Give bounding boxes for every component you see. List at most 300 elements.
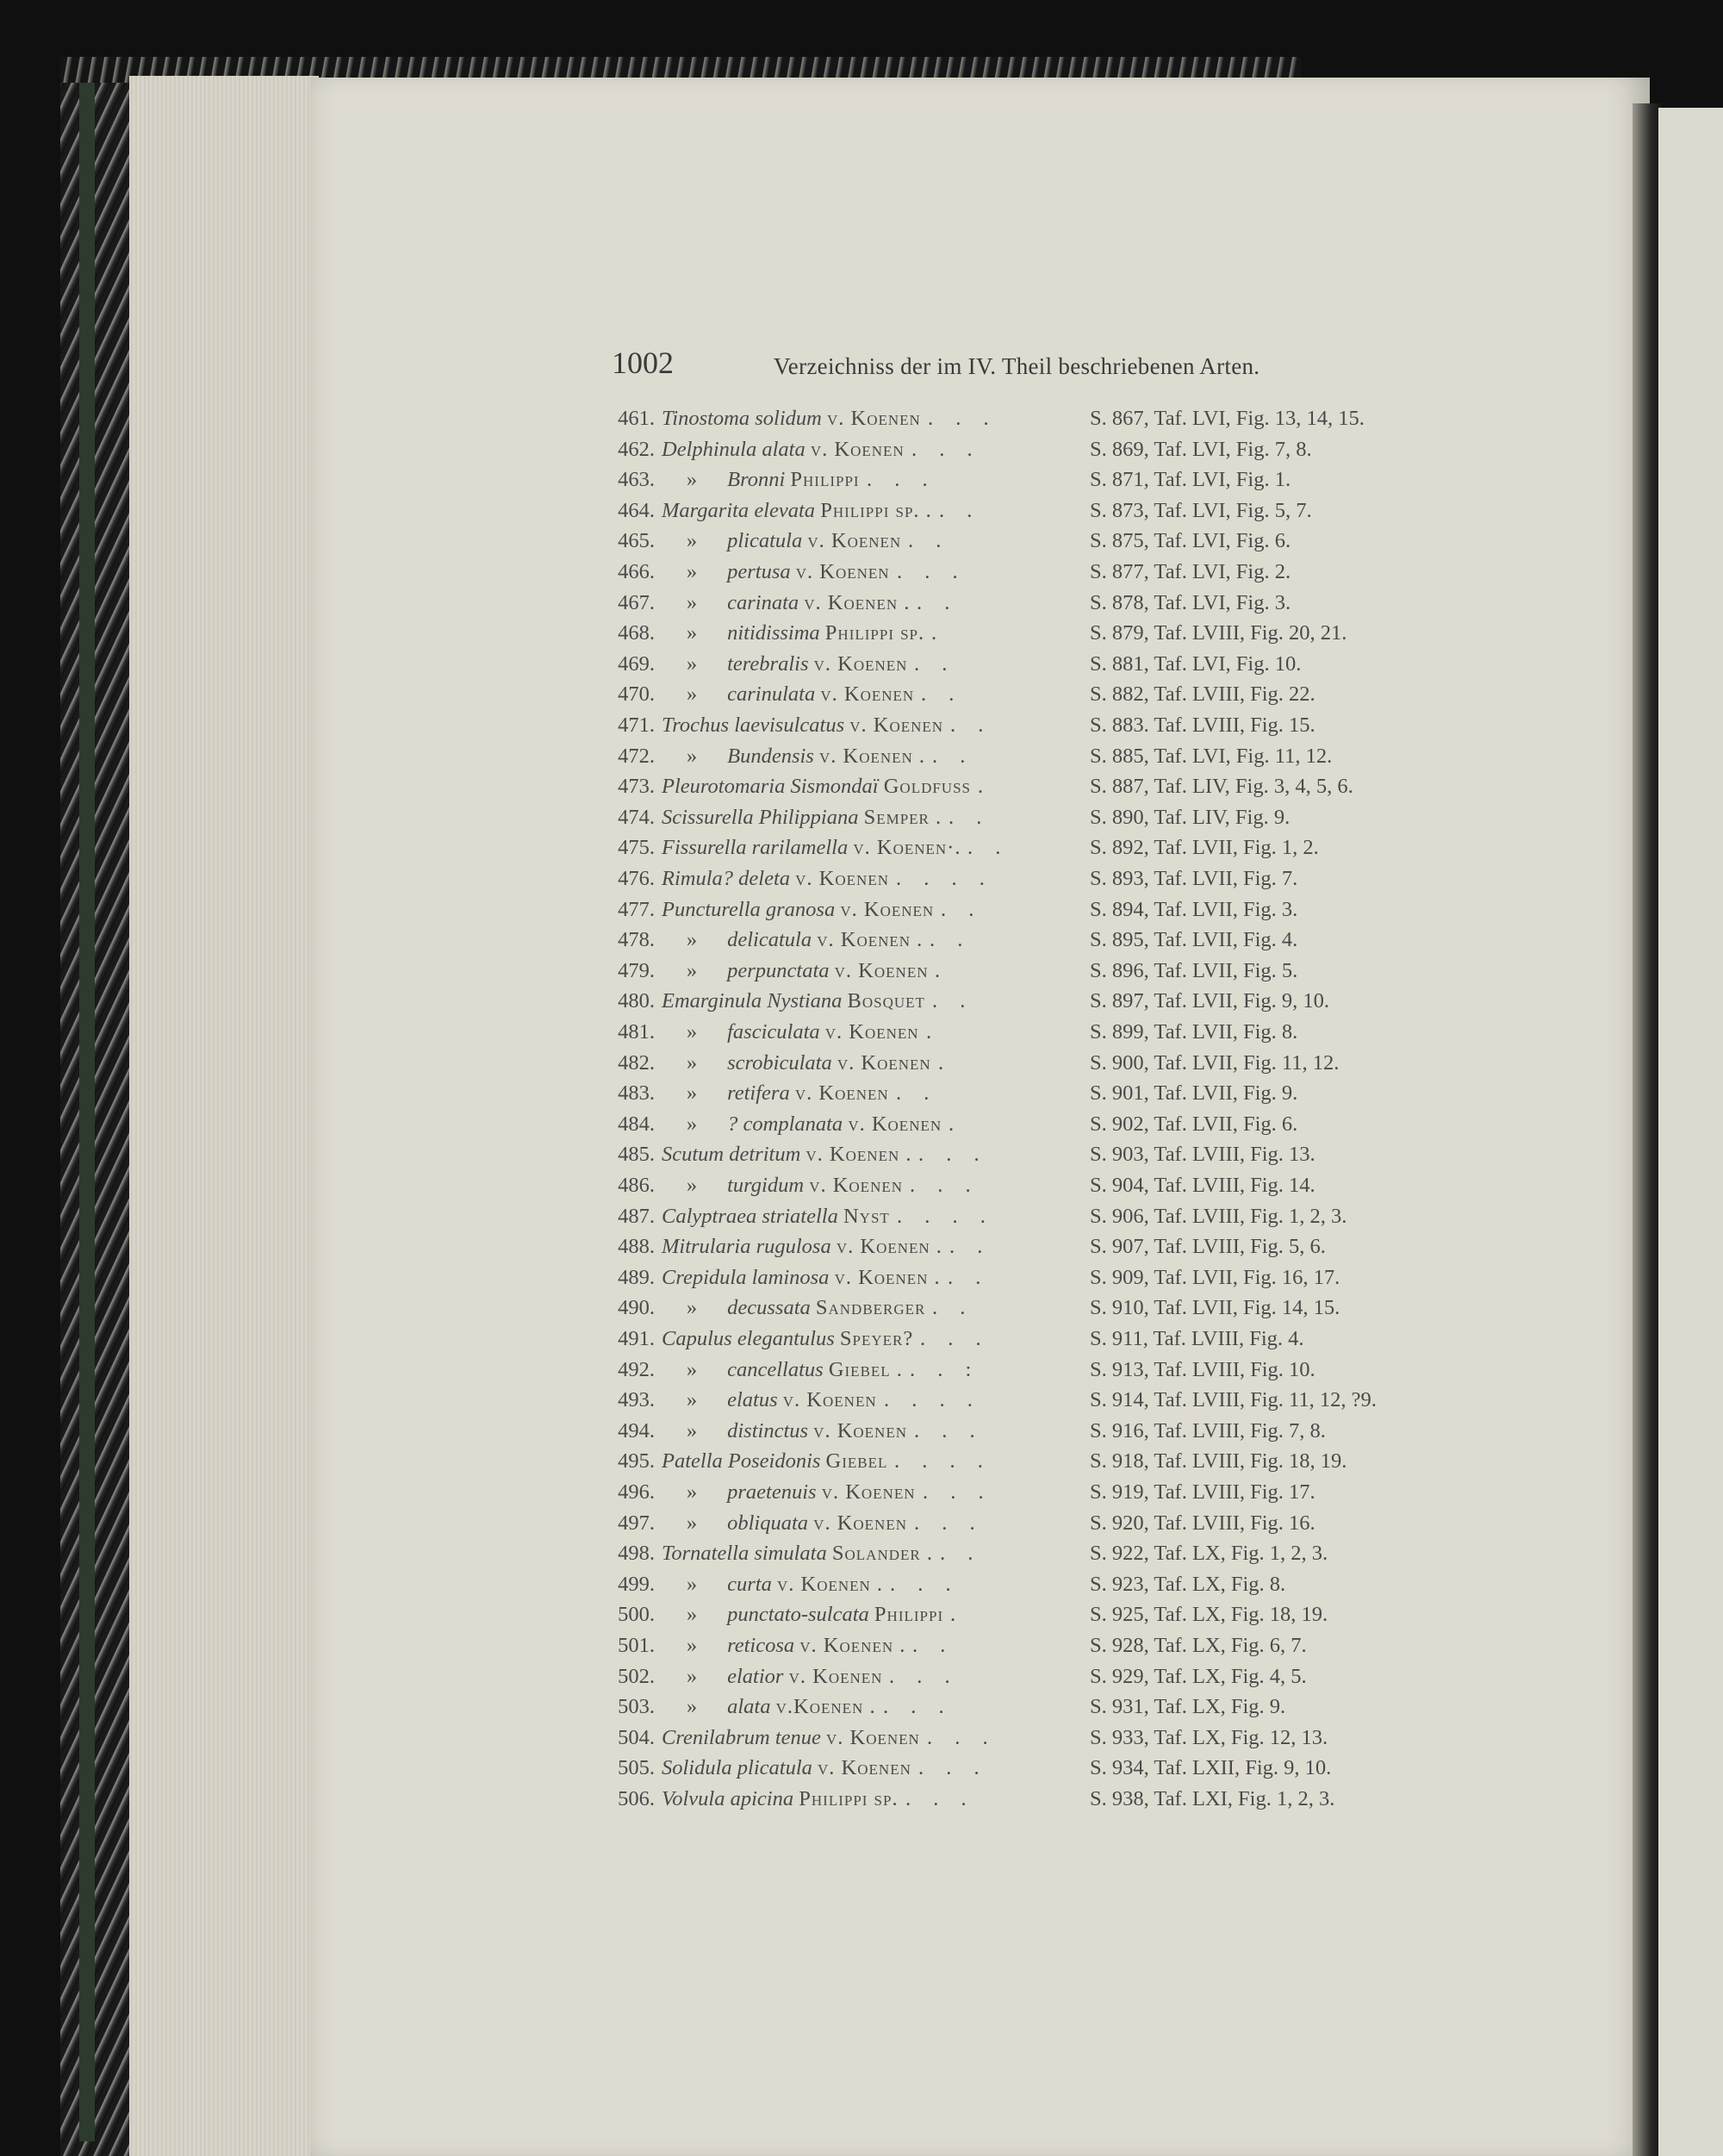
genus-name: Puncturella (662, 897, 761, 921)
index-entry (594, 989, 1508, 1017)
ditto-mark: » (686, 1511, 698, 1535)
facing-page-edge (1658, 108, 1723, 2156)
species-name: detritum (729, 1143, 801, 1167)
entry-number: 493. (618, 1388, 655, 1412)
species-name: alata (762, 437, 806, 461)
entry-number: 469. (618, 651, 655, 676)
author-name: Goldfuss (883, 775, 971, 799)
leader-dots: . . . (911, 437, 981, 461)
index-entry (594, 682, 1508, 710)
index-entry (594, 1603, 1508, 1630)
leader-dots: . . . (918, 1756, 988, 1780)
entry-number: 465. (618, 529, 655, 553)
page-plate-reference: S. 928, Taf. LX, Fig. 6, 7. (1090, 1634, 1307, 1657)
index-entry (594, 1787, 1508, 1815)
species-name: retifera (727, 1081, 790, 1106)
entry-name (662, 989, 925, 1013)
species-name: plicatula (727, 529, 803, 553)
genus-name: Patella (662, 1449, 723, 1474)
entry-name (662, 806, 942, 830)
leader-dots: . . (932, 1296, 974, 1320)
leader-dots: . . (932, 744, 974, 768)
entry-number: 503. (618, 1695, 655, 1719)
page-plate-reference: S. 877, Taf. LVI, Fig. 2. (1090, 560, 1291, 583)
ditto-mark: » (686, 1388, 698, 1412)
index-entry (594, 1726, 1508, 1754)
author-name: v. Koenen (849, 713, 944, 737)
index-entry (594, 1419, 1508, 1447)
entry-name (662, 775, 971, 799)
ditto-mark: » (686, 1572, 698, 1596)
page-plate-reference: S. 938, Taf. LXI, Fig. 1, 2, 3. (1090, 1787, 1335, 1810)
entry-name (662, 867, 889, 891)
leader-dots: . . (967, 836, 1010, 860)
species-name: cancellatus (727, 1357, 824, 1381)
entry-number: 478. (618, 928, 655, 952)
page-plate-reference: S. 893, Taf. LVII, Fig. 7. (1090, 867, 1298, 890)
page-plate-reference: S. 895, Taf. LVII, Fig. 4. (1090, 928, 1298, 952)
page-plate-reference: S. 901, Taf. LVII, Fig. 9. (1090, 1081, 1298, 1106)
page-plate-reference: S. 934, Taf. LXII, Fig. 9, 10. (1090, 1756, 1332, 1780)
index-entry (594, 1665, 1508, 1692)
leader-dots: . . . (883, 1695, 953, 1719)
species-name: Nystiana (767, 989, 843, 1013)
leader-dots: . . (949, 1235, 992, 1259)
species-name: praetenuis (727, 1480, 817, 1504)
index-entry (594, 1480, 1508, 1508)
species-name: delicatula (727, 928, 812, 952)
species-name: terebralis (727, 651, 809, 676)
index-entry (594, 928, 1508, 956)
page-plate-reference: S. 900, Taf. LVII, Fig. 11, 12. (1090, 1050, 1340, 1075)
ditto-mark: » (686, 958, 698, 982)
leader-dots: . . . (867, 468, 936, 492)
species-name: pertusa (727, 560, 791, 583)
leader-dots: . . (939, 498, 981, 522)
ditto-mark: » (686, 529, 698, 553)
author-name: v. Koenen (813, 1418, 907, 1443)
entry-name (662, 713, 943, 738)
index-entry (594, 1266, 1508, 1293)
leader-dots: . . (941, 897, 983, 921)
genus-name: Margarita (662, 498, 750, 522)
page-plate-reference: S. 871, Taf. LVI, Fig. 1. (1090, 468, 1291, 492)
entry-number: 492. (618, 1357, 655, 1381)
entry-number: 466. (618, 560, 655, 583)
entry-number: 468. (618, 621, 655, 645)
page-plate-reference: S. 920, Taf. LVIII, Fig. 16. (1090, 1511, 1316, 1535)
genus-name: Rimula? (662, 867, 734, 890)
entry-name (662, 468, 860, 492)
index-entry (594, 1081, 1508, 1109)
entry-number: 495. (618, 1449, 655, 1474)
entry-name (662, 1112, 942, 1137)
author-name: Semper . (863, 805, 942, 829)
species-name: alata (727, 1695, 771, 1719)
entry-name (662, 591, 910, 615)
author-name: v. Koenen . (818, 744, 926, 768)
author-name: Philippi sp. (824, 621, 925, 645)
index-entry (594, 407, 1508, 434)
entry-name (662, 499, 932, 523)
entry-name (662, 1695, 876, 1719)
page-plate-reference: S. 925, Taf. LX, Fig. 18, 19. (1090, 1603, 1328, 1627)
page-plate-reference: S. 916, Taf. LVIII, Fig. 7, 8. (1090, 1418, 1326, 1443)
index-entry (594, 713, 1508, 741)
author-name: v. Koenen (837, 1050, 931, 1075)
author-name: v. Koenen (821, 1480, 916, 1504)
entry-number: 463. (618, 468, 655, 492)
page-plate-reference: S. 894, Taf. LVII, Fig. 3. (1090, 897, 1298, 921)
ditto-mark: » (686, 590, 698, 614)
index-entry (594, 1143, 1508, 1170)
species-name: perpunctata (727, 958, 830, 982)
index-entry (594, 1296, 1508, 1324)
page-plate-reference: S. 867, Taf. LVI, Fig. 13, 14, 15. (1090, 407, 1365, 430)
entry-number: 464. (618, 498, 655, 522)
index-entry (594, 1634, 1508, 1661)
leader-dots: . . . . (884, 1388, 981, 1412)
leader-dots: . (950, 1603, 965, 1627)
book-spine (79, 82, 95, 2141)
entry-name (662, 745, 925, 769)
page-plate-reference: S. 885, Taf. LVI, Fig. 11, 12. (1090, 744, 1333, 768)
author-name: Bosquet (847, 989, 925, 1013)
index-entry (594, 1449, 1508, 1477)
ditto-mark: » (686, 1296, 698, 1320)
entry-name (662, 529, 901, 553)
entry-name (662, 1205, 890, 1229)
entry-number: 473. (618, 775, 655, 799)
ditto-mark: » (686, 744, 698, 768)
entry-name (662, 438, 905, 462)
author-name: Philippi sp. (799, 1787, 899, 1810)
author-name: v. Koenen (788, 1664, 883, 1688)
species-name: tenue (774, 1725, 821, 1749)
page-number: 1002 (612, 346, 674, 380)
entry-name (662, 1511, 907, 1536)
leader-dots: . . . (897, 560, 967, 583)
entry-name (662, 1020, 919, 1044)
index-entry (594, 1573, 1508, 1600)
entry-number: 484. (618, 1112, 655, 1136)
leader-dots: . . . (927, 1725, 997, 1749)
leader-dots: . . . (914, 1418, 984, 1443)
author-name: v. Koenen (820, 682, 915, 707)
entry-number: 489. (618, 1265, 655, 1289)
page-plate-reference: S. 923, Taf. LX, Fig. 8. (1090, 1572, 1286, 1596)
entry-number: 497. (618, 1511, 655, 1535)
author-name: v. Koenen (834, 958, 929, 982)
entry-number: 470. (618, 682, 655, 707)
genus-name: Mitrularia (662, 1235, 751, 1259)
entry-number: 500. (618, 1603, 655, 1627)
ditto-mark: » (686, 1020, 698, 1044)
page-plate-reference: S. 909, Taf. LVII, Fig. 16, 17. (1090, 1265, 1340, 1289)
species-name: decussata (727, 1296, 811, 1320)
leader-dots: . . (921, 682, 963, 707)
page-plate-reference: S. 903, Taf. LVIII, Fig. 13. (1090, 1143, 1316, 1167)
author-name: Philippi sp. . (820, 498, 932, 522)
entry-number: 472. (618, 744, 655, 768)
entry-name (662, 1726, 920, 1750)
entry-name (662, 407, 921, 431)
page-header (612, 345, 1387, 388)
index-entry (594, 1358, 1508, 1386)
entry-number: 479. (618, 958, 655, 982)
leader-dots: . . (917, 590, 959, 614)
index-entry (594, 652, 1508, 680)
ditto-mark: » (686, 1634, 698, 1657)
author-name: v. Koenen (824, 1020, 919, 1044)
genus-name: Capulus (662, 1327, 732, 1350)
leader-dots: . . . (918, 1143, 988, 1167)
page-plate-reference: S. 929, Taf. LX, Fig. 4, 5. (1090, 1664, 1307, 1688)
author-name: v. Koenen (826, 407, 921, 430)
index-entry (594, 438, 1508, 465)
page-plate-reference: S. 882, Taf. LVIII, Fig. 22. (1090, 682, 1316, 707)
leader-dots: . . (932, 989, 974, 1013)
genus-name: Delphinula (662, 437, 757, 461)
page-plate-reference: S. 869, Taf. LVI, Fig. 7, 8. (1090, 437, 1312, 461)
page-plate-reference: S. 892, Taf. LVII, Fig. 1, 2. (1090, 836, 1319, 860)
genus-name: Solidula (662, 1756, 732, 1780)
author-name: v.Koenen . (775, 1695, 876, 1719)
index-entry (594, 867, 1508, 894)
entry-number: 462. (618, 437, 655, 461)
page-plate-reference: S. 914, Taf. LVIII, Fig. 11, 12, ?9. (1090, 1388, 1377, 1412)
entry-name (662, 928, 923, 952)
leader-dots: . . (912, 1634, 955, 1657)
leader-dots: . . (896, 1081, 938, 1106)
entry-number: 488. (618, 1235, 655, 1259)
ditto-mark: » (686, 1603, 698, 1627)
genus-name: Volvula (662, 1787, 725, 1810)
entry-name (662, 1419, 907, 1443)
entry-number: 480. (618, 989, 655, 1013)
page-plate-reference: S. 890, Taf. LIV, Fig. 9. (1090, 805, 1291, 829)
author-name: v. Koenen . (836, 1235, 942, 1259)
ditto-mark: » (686, 1664, 698, 1688)
ditto-mark: » (686, 1112, 698, 1136)
ditto-mark: » (686, 1081, 698, 1106)
page-plate-reference: S. 873, Taf. LVI, Fig. 5, 7. (1090, 498, 1312, 522)
species-name: scrobiculata (727, 1050, 832, 1075)
entry-number: 494. (618, 1418, 655, 1443)
leader-dots: . (978, 775, 992, 799)
index-entry (594, 806, 1508, 833)
species-name: laevisulcatus (734, 713, 845, 737)
entry-name (662, 1542, 933, 1566)
page-plate-reference: S. 910, Taf. LVII, Fig. 14, 15. (1090, 1296, 1340, 1320)
genus-name: Scissurella (662, 805, 754, 829)
leader-dots: . (926, 1020, 941, 1044)
entry-name (662, 1358, 903, 1382)
species-name: curta (727, 1572, 772, 1596)
author-name: Giebel (825, 1449, 888, 1474)
entry-number: 505. (618, 1756, 655, 1780)
entry-name (662, 621, 924, 645)
leader-dots: . . (949, 805, 991, 829)
species-name: carinata (727, 590, 799, 614)
index-entry (594, 1542, 1508, 1569)
entry-name (662, 1756, 911, 1780)
index-entry (594, 1327, 1508, 1355)
species-name: carinulata (727, 682, 816, 707)
leader-dots: . . . . (897, 1204, 994, 1228)
index-entry (594, 1051, 1508, 1079)
author-name: v. Koenen . (799, 1634, 906, 1657)
author-name: v. Koenen (826, 1725, 920, 1749)
entry-name (662, 1787, 899, 1811)
entry-name (662, 652, 907, 676)
page-plate-reference: S. 906, Taf. LVIII, Fig. 1, 2, 3. (1090, 1204, 1347, 1228)
leader-dots: . (931, 621, 946, 645)
ditto-mark: » (686, 1050, 698, 1075)
page-plate-reference: S. 879, Taf. LVIII, Fig. 20, 21. (1090, 621, 1347, 645)
leader-dots: . . . . (896, 867, 993, 890)
leader-dots: . . . (890, 1572, 960, 1596)
index-entry (594, 898, 1508, 925)
species-name: striatella (762, 1204, 838, 1228)
leader-dots: . . . (905, 1787, 975, 1810)
entry-name (662, 1266, 941, 1290)
page-plate-reference: S. 931, Taf. LX, Fig. 9. (1090, 1695, 1286, 1719)
species-name: elevata (754, 498, 816, 522)
ditto-mark: » (686, 468, 698, 492)
author-name: Giebel . (828, 1357, 903, 1381)
author-name: v. Koenen (818, 1756, 911, 1780)
species-name: deleta (738, 867, 791, 890)
page-plate-reference: S. 913, Taf. LVIII, Fig. 10. (1090, 1357, 1316, 1381)
author-name: Philippi (790, 468, 860, 492)
entry-name (662, 836, 961, 860)
entry-name (662, 682, 914, 707)
leader-dots: . . . (923, 1480, 992, 1504)
entry-name (662, 560, 890, 584)
page-plate-reference: S. 919, Taf. LVIII, Fig. 17. (1090, 1480, 1316, 1504)
entry-number: 461. (618, 407, 655, 430)
index-entry (594, 1235, 1508, 1262)
author-name: v. Koenen (782, 1388, 877, 1412)
author-name: v. Koenen . (806, 1143, 912, 1167)
genus-name: Trochus (662, 713, 730, 737)
entry-number: 482. (618, 1050, 655, 1075)
entry-number: 486. (618, 1174, 655, 1197)
genus-name: Fissurella (662, 836, 747, 860)
index-entry (594, 1756, 1508, 1784)
index-entry (594, 1020, 1508, 1048)
leader-dots: . . . (910, 1174, 980, 1197)
leader-dots: . . . (928, 407, 998, 430)
genus-name: Crepidula (662, 1265, 747, 1289)
author-name: v. Koenen (813, 1511, 907, 1535)
species-name: Sismondaï (790, 775, 879, 799)
leader-dots: . . (950, 713, 992, 737)
author-name: v. Koenen (807, 529, 902, 553)
entry-number: 506. (618, 1787, 655, 1810)
entry-number: 496. (618, 1480, 655, 1504)
entry-name (662, 1388, 877, 1412)
author-name: v. Koenen·. (853, 836, 961, 860)
entry-name (662, 1449, 887, 1474)
leader-dots: . . . . (894, 1449, 992, 1474)
page-plate-reference: S. 902, Taf. LVII, Fig. 6. (1090, 1112, 1298, 1136)
page-plate-reference: S. 896, Taf. LVII, Fig. 5. (1090, 958, 1298, 982)
leader-dots: . . (914, 651, 956, 676)
genus-name: Emarginula (662, 989, 762, 1013)
species-name: plicatula (737, 1756, 812, 1780)
author-name: Sandberger (815, 1296, 926, 1320)
leader-dots: . . : (910, 1357, 980, 1381)
species-name: apicina (730, 1787, 794, 1810)
index-entry (594, 1388, 1508, 1416)
entry-number: 502. (618, 1664, 655, 1688)
page-plate-reference: S. 887, Taf. LIV, Fig. 3, 4, 5, 6. (1090, 775, 1353, 799)
species-name: rugulosa (756, 1235, 831, 1259)
genus-name: Crenilabrum (662, 1725, 770, 1749)
entry-name (662, 959, 928, 983)
author-name: Solander . (831, 1542, 933, 1566)
entry-name (662, 1235, 942, 1259)
index-entry (594, 468, 1508, 495)
page-plate-reference: S. 899, Taf. LVII, Fig. 8. (1090, 1020, 1298, 1044)
page-plate-reference: S. 922, Taf. LX, Fig. 1, 2, 3. (1090, 1542, 1328, 1566)
leader-dots: . (935, 958, 949, 982)
entry-number: 483. (618, 1081, 655, 1106)
page-plate-reference: S. 907, Taf. LVIII, Fig. 5, 6. (1090, 1235, 1326, 1259)
index-entry (594, 745, 1508, 772)
index-entry (594, 560, 1508, 588)
species-name: Philippiana (758, 805, 859, 829)
leader-dots: . . . (914, 1511, 984, 1535)
species-name: ? complanata (727, 1112, 843, 1136)
species-name: Bundensis (727, 744, 814, 768)
species-name: Poseidonis (727, 1449, 821, 1474)
index-entry (594, 1205, 1508, 1232)
species-name: granosa (765, 897, 836, 921)
leader-dots: . . . (889, 1664, 959, 1688)
species-name: punctato-sulcata (727, 1603, 869, 1627)
species-name: solidum (755, 407, 822, 430)
index-entry (594, 529, 1508, 557)
ditto-mark: » (686, 1418, 698, 1443)
index-entry (594, 499, 1508, 527)
entry-number: 501. (618, 1634, 655, 1657)
index-entry (594, 591, 1508, 619)
ditto-mark: » (686, 651, 698, 676)
ditto-mark: » (686, 1357, 698, 1381)
author-name: v. Koenen (795, 867, 889, 890)
author-name: v. Koenen (848, 1112, 942, 1136)
entry-name (662, 1665, 882, 1689)
author-name: Philippi (874, 1603, 944, 1627)
species-name: nitidissima (727, 621, 820, 645)
species-name: obliquata (727, 1511, 809, 1535)
species-name: elegantulus (737, 1327, 835, 1350)
author-name: v. Koenen . (776, 1572, 884, 1596)
index-entry (594, 1511, 1508, 1539)
author-name: v. Koenen . (804, 590, 911, 614)
entry-number: 471. (618, 713, 655, 737)
author-name: v. Koenen (813, 651, 908, 676)
entry-name (662, 1081, 889, 1106)
ditto-mark: » (686, 1695, 698, 1719)
species-name: distinctus (727, 1418, 809, 1443)
entry-number: 474. (618, 805, 655, 829)
ditto-mark: » (686, 928, 698, 952)
index-entry (594, 621, 1508, 649)
